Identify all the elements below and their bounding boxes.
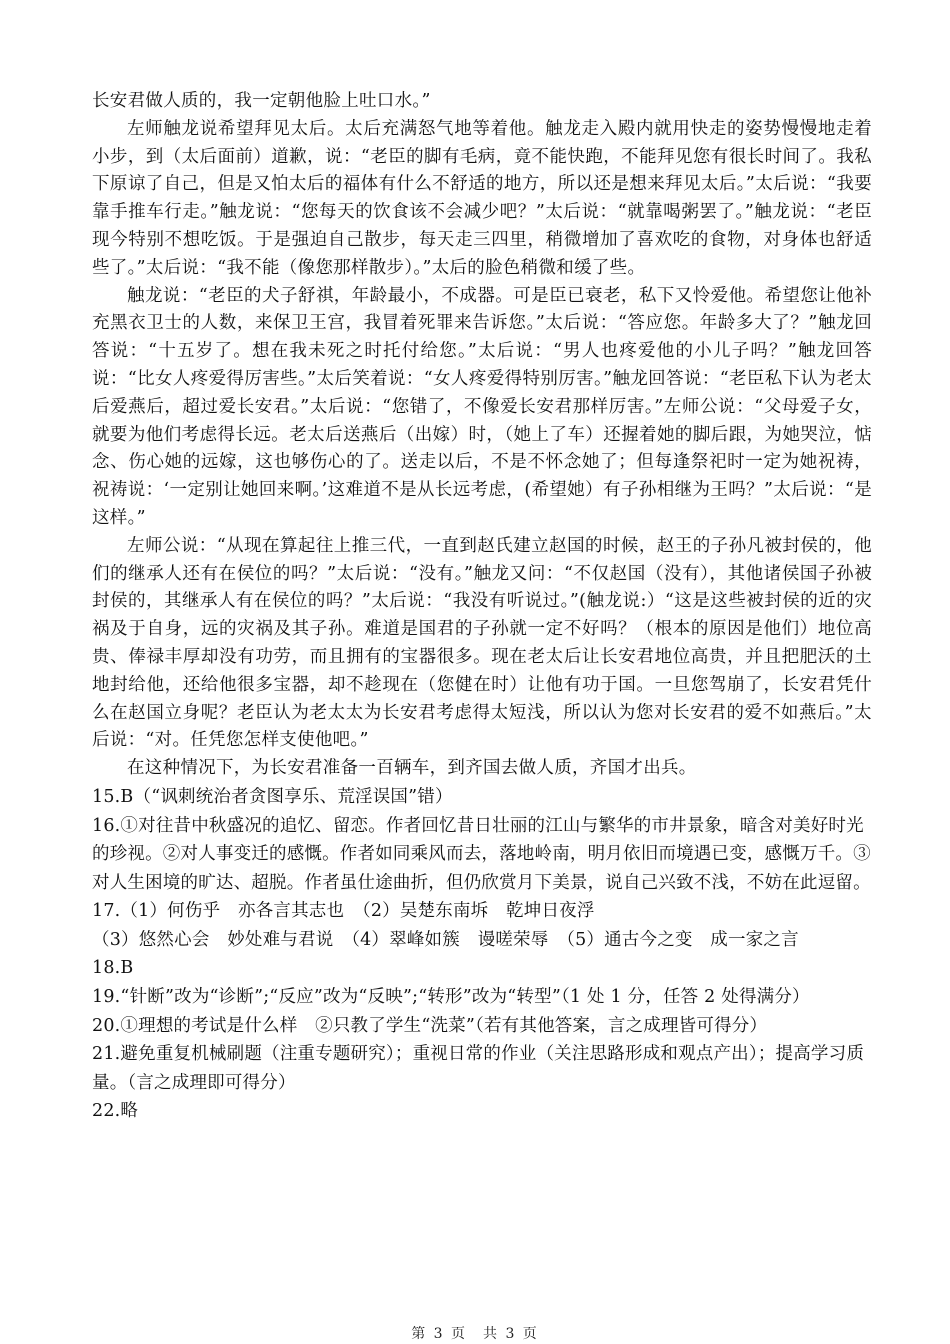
answer-15: 15.B（“讽刺统治者贪图享乐、荒淫误国”错）	[92, 786, 453, 807]
passage-paragraph-1: 左师触龙说希望拜见太后。太后充满怒气地等着他。触龙走入殿内就用快走的姿势慢慢地走着小步，到（太后面前）道歉，说：“老臣的脚有毛病，竟不能快跑，不能拜见您有很长时间了。我私下原谅了自己，但是又怕太后的福体有什么不舒适的地方，所以还是想来拜见太后。”太后说：“我要靠手推车行走。”触龙说：“您每天的饮食该不会减少吧？”太后说：“就靠喝粥罢了。”触龙说：“老臣现今特别不想吃饭。于是强迫自己散步，每天走三四里，稍微增加了喜欢吃的食物，对身体也舒适些了。”太后说：“我不能（像您那样散步）。”太后的脸色稍微和缓了些。	[92, 118, 872, 278]
answer-18: 18.B	[92, 958, 134, 979]
answer-22: 22.略	[92, 1101, 139, 1122]
page-footer: 第 3 页 共 3 页	[411, 1326, 539, 1342]
page-content	[92, 88, 872, 1126]
passage-line-continuation: 长安君做人质的，我一定朝他脸上吐口水。”	[92, 91, 431, 111]
answer-21: 21.避免重复机械刷题（注重专题研究）；重视日常的作业（关注思路形成和观点产出）；提高学习质量。（言之成理即可得分）	[92, 1044, 865, 1093]
answer-17-line-1: 17.（1）何伤乎 亦各言其志也 （2）吴楚东南坼 乾坤日夜浮	[92, 901, 595, 922]
answer-19: 19.“针断”改为“诊断”;“反应”改为“反映”;“转形”改为“转型”（1 处 1 分，任答 2 处得满分）	[92, 987, 810, 1008]
answer-17-line-2: （3）悠然心会 妙处难与君说 （4）翠峰如簇 谩嗟荣辱 （5）通古今之变 成一家之言	[92, 929, 799, 950]
passage-paragraph-3: 左师公说：“从现在算起往上推三代，一直到赵氏建立赵国的时候，赵王的子孙凡被封侯的，他们的继承人还有在侯位的吗？”太后说：“没有。”触龙又问：“不仅赵国（没有），其他诸侯国子孙被封侯的，其继承人有在侯位的吗？”太后说：“我没有听说过。”(触龙说:）“这是这些被封侯的近的灾祸及于自身，远的灾祸及其子孙。难道是国君的子孙就一定不好吗？（根本的原因是他们）地位高贵、俸禄丰厚却没有功劳，而且拥有的宝器很多。现在老太后让长安君地位高贵，并且把肥沃的土地封给他，还给他很多宝器，却不趁现在（您健在时）让他有功于国。一旦您驾崩了，长安君凭什么在赵国立身呢？老臣认为老太太为长安君考虑得太短浅，所以认为您对长安君的爱不如燕后。”太后说：“对。任凭您怎样支使他吧。”	[92, 535, 872, 751]
passage-paragraph-4: 在这种情况下，为长安君准备一百辆车，到齐国去做人质，齐国才出兵。	[127, 758, 697, 779]
answer-20: 20.①理想的考试是什么样 ②只教了学生“洗菜”（若有其他答案，言之成理皆可得分）	[92, 1015, 768, 1036]
passage-paragraph-2: 触龙说：“老臣的犬子舒祺，年龄最小，不成器。可是臣已衰老，私下又怜爱他。希望您让他补充黑衣卫士的人数，来保卫王宫，我冒着死罪来告诉您。”太后说：“答应您。年龄多大了？”触龙回答说：“十五岁了。想在我未死之时托付给您。”太后说：“男人也疼爱他的小儿子吗？”触龙回答说：“比女人疼爱得厉害些。”太后笑着说：“女人疼爱得特别厉害。”触龙回答说：“老臣私下认为老太后爱燕后，超过爱长安君。”太后说：“您错了，不像爱长安君那样厉害。”左师公说：“父母爱子女，就要为他们考虑得长远。老太后送燕后（出嫁）时，（她上了车）还握着她的脚后跟，为她哭泣，惦念、伤心她的远嫁，这也够伤心的了。送走以后，不是不怀念她了；但每逢祭祀时一定为她祝祷，祝祷说：‘一定别让她回来啊。’这难道不是从长远考虑，(希望她）有子孙相继为王吗？”太后说：“是这样。”	[92, 285, 872, 528]
answer-16: 16.①对往昔中秋盛况的追忆、留恋。作者回忆昔日壮丽的江山与繁华的市井景象，暗含对美好时光的珍视。②对人事变迁的感慨。作者如同乘风而去，落地岭南，明月依旧而境遇已变，感慨万千。③对人生困境的旷达、超脱。作者虽仕途曲折，但仍欣赏月下美景，说自己兴致不浅，不妨在此逗留。	[92, 815, 871, 893]
